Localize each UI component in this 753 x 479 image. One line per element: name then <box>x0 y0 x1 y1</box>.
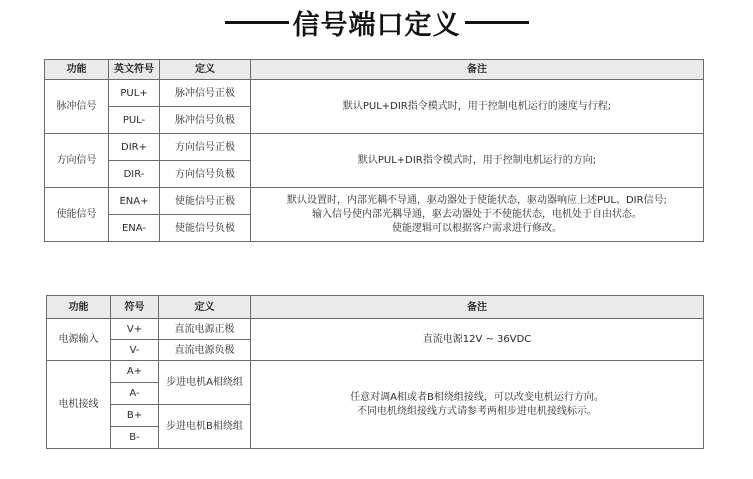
notes-cell <box>251 80 704 134</box>
notes-cell <box>251 134 704 188</box>
power-motor-table <box>46 295 704 449</box>
header-function: 功能 <box>45 60 109 80</box>
symbol-cell: B- <box>111 427 159 449</box>
notes-cell: 直流电源12V ~ 36VDC <box>251 319 704 361</box>
title-line-left <box>225 21 289 24</box>
table-header-row <box>47 296 704 319</box>
note-line: 使能逻辑可以根据客户需求进行修改。 <box>392 222 562 234</box>
table-header-row <box>45 60 704 80</box>
function-cell: 电源输入 <box>47 319 111 361</box>
header-definition: 定义 <box>159 296 251 319</box>
table-row <box>45 188 704 215</box>
notes-cell <box>251 361 704 449</box>
header-symbol: 符号 <box>111 296 159 319</box>
header-symbol: 英文符号 <box>109 60 160 80</box>
definition-cell: 脉冲信号负极 <box>160 107 251 134</box>
header-notes: 备注 <box>251 60 704 80</box>
table-row <box>47 319 704 340</box>
note-line: 默认PUL+DIR指令模式时，用于控制电机运行的速度与行程; <box>342 100 612 112</box>
symbol-cell: DIR+ <box>109 134 160 161</box>
definition-cell: 步进电机B相绕组 <box>159 405 251 449</box>
header-notes: 备注 <box>251 296 704 319</box>
function-cell: 脉冲信号 <box>45 80 109 134</box>
definition-cell: 使能信号负极 <box>160 215 251 242</box>
table-row <box>45 134 704 161</box>
symbol-cell: V+ <box>111 319 159 340</box>
definition-cell: 方向信号负极 <box>160 161 251 188</box>
symbol-cell: DIR- <box>109 161 160 188</box>
function-cell: 电机接线 <box>47 361 111 449</box>
notes-cell <box>251 188 704 242</box>
note-line: 输入信号使内部光耦导通，驱去动器处于不使能状态，电机处于自由状态。 <box>312 208 642 220</box>
page-header <box>0 2 753 42</box>
definition-cell: 方向信号正极 <box>160 134 251 161</box>
function-cell: 使能信号 <box>45 188 109 242</box>
definition-cell: 步进电机A相绕组 <box>159 361 251 405</box>
symbol-cell: A+ <box>111 361 159 383</box>
symbol-cell: PUL- <box>109 107 160 134</box>
definition-cell: 直流电源负极 <box>159 340 251 361</box>
note-line: 默认PUL+DIR指令模式时，用于控制电机运行的方向; <box>357 154 597 166</box>
note-line: 任意对调A相或者B相绕组接线，可以改变电机运行方向。 <box>350 391 604 403</box>
symbol-cell: ENA- <box>109 215 160 242</box>
definition-cell: 直流电源正极 <box>159 319 251 340</box>
table-row <box>47 361 704 383</box>
definition-cell: 使能信号正极 <box>160 188 251 215</box>
symbol-cell: V- <box>111 340 159 361</box>
symbol-cell: B+ <box>111 405 159 427</box>
title-line-right <box>465 21 529 24</box>
signal-port-table <box>44 59 704 242</box>
definition-cell: 脉冲信号正极 <box>160 80 251 107</box>
table-row <box>45 80 704 107</box>
symbol-cell: ENA+ <box>109 188 160 215</box>
note-line: 默认设置时，内部光耦不导通，驱动器处于使能状态，驱动器响应上述PUL、DIR信号; <box>287 194 667 206</box>
header-function: 功能 <box>47 296 111 319</box>
symbol-cell: A- <box>111 383 159 405</box>
function-cell: 方向信号 <box>45 134 109 188</box>
symbol-cell: PUL+ <box>109 80 160 107</box>
header-definition: 定义 <box>160 60 251 80</box>
note-line: 不同电机绕组接线方式请参考两相步进电机接线标示。 <box>357 405 597 417</box>
page-title: 信号端口定义 <box>292 9 461 41</box>
